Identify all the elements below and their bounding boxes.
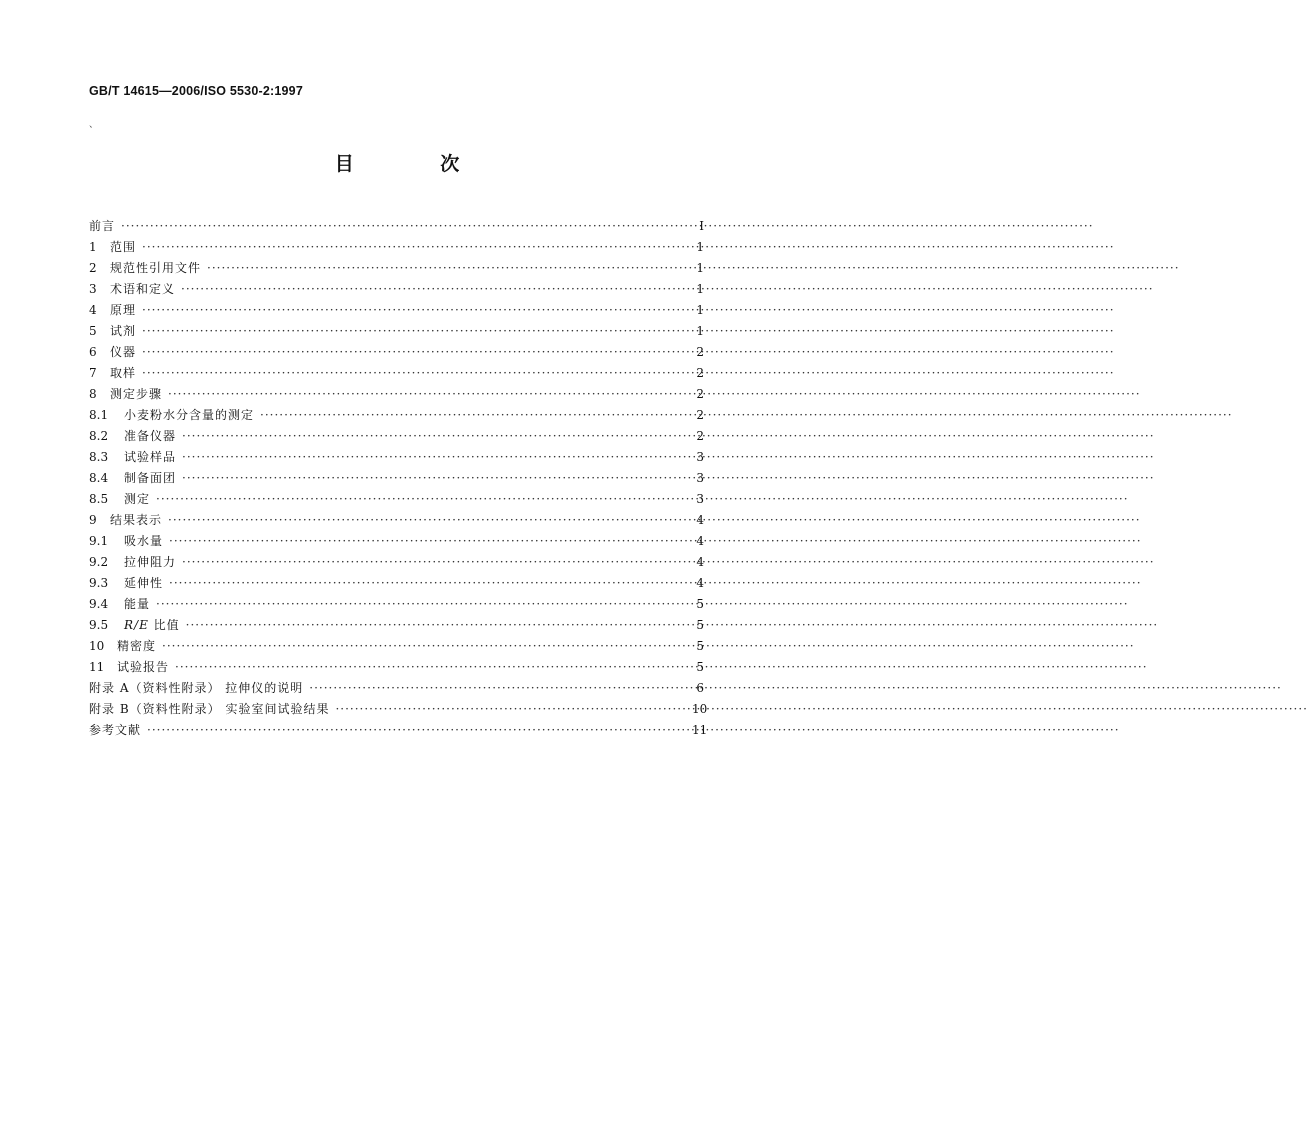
toc-entry-label: 参考文献 <box>89 723 142 737</box>
dot-leader <box>142 366 686 380</box>
toc-entry-8[interactable] <box>89 385 704 406</box>
toc-entry-number: 4 <box>89 303 97 317</box>
stray-mark: 、 <box>89 120 99 130</box>
toc-entry-number: 7 <box>89 366 97 380</box>
dot-leader <box>142 303 686 317</box>
toc-entry-label-italic: R/E <box>124 618 149 632</box>
toc-entry-label: 制备面团 <box>124 471 177 485</box>
toc-entry-8-5[interactable] <box>89 490 704 511</box>
toc-entry-number: 9.1 <box>89 534 109 548</box>
toc-entry-label: 仪器 <box>110 345 137 359</box>
toc-entry-label: 试验报告 <box>117 660 170 674</box>
toc-page-number: 3 <box>696 492 704 506</box>
dot-leader <box>335 702 686 716</box>
dot-leader <box>168 513 686 527</box>
toc-entry-11[interactable] <box>89 658 704 679</box>
toc-entry-label: 试验样品 <box>124 450 177 464</box>
toc-entry-bibliography[interactable] <box>89 721 708 742</box>
toc-page-number: 5 <box>696 597 704 611</box>
toc-entry-label: 取样 <box>110 366 137 380</box>
toc-entry-number: 6 <box>89 345 97 359</box>
toc-page-number: 4 <box>696 576 704 590</box>
toc-entry-label: 测定步骤 <box>110 387 163 401</box>
toc-entry-label: 吸水量 <box>124 534 164 548</box>
toc-entry-number: 2 <box>89 261 97 275</box>
page-title: 目 次 <box>334 153 500 175</box>
dot-leader <box>182 429 686 443</box>
toc-entry-10[interactable] <box>89 637 704 658</box>
toc-entry-9-4[interactable] <box>89 595 704 616</box>
toc-page-number: 4 <box>696 513 704 527</box>
toc-entry-label: 延伸性 <box>124 576 164 590</box>
toc-page-number: 2 <box>696 387 704 401</box>
toc-page-number: 1 <box>696 240 704 254</box>
toc-page-number: 4 <box>696 555 704 569</box>
toc-entry-number: 9.4 <box>89 597 109 611</box>
toc-entry-label: 试剂 <box>110 324 137 338</box>
toc-entry-label: 附录 B（资料性附录） 实验室间试验结果 <box>89 702 330 716</box>
standard-code: GB/T 14615—2006/ISO 5530-2:1997 <box>89 84 303 98</box>
toc-entry-5[interactable] <box>89 322 704 343</box>
toc-entry-label: 前言 <box>89 219 116 233</box>
dot-leader <box>169 534 686 548</box>
dot-leader <box>182 555 686 569</box>
toc-entry-label: 原理 <box>110 303 137 317</box>
toc-entry-2[interactable] <box>89 259 704 280</box>
dot-leader <box>142 324 686 338</box>
toc-page-number: 10 <box>692 702 708 716</box>
toc-page-number: 11 <box>692 723 708 737</box>
toc-entry-number: 8.4 <box>89 471 109 485</box>
toc-entry-number: 1 <box>89 240 97 254</box>
toc-page-number: 3 <box>696 471 704 485</box>
toc-entry-label: 能量 <box>124 597 151 611</box>
toc-entry-number: 8.1 <box>89 408 109 422</box>
dot-leader <box>156 597 686 611</box>
dot-leader <box>260 408 686 422</box>
dot-leader <box>168 387 686 401</box>
toc-entry-number: 9.2 <box>89 555 109 569</box>
toc-entry-label <box>124 616 180 633</box>
toc-entry-label: 规范性引用文件 <box>110 261 202 275</box>
toc-page-number: 1 <box>696 282 704 296</box>
dot-leader <box>175 660 686 674</box>
dot-leader <box>182 471 686 485</box>
dot-leader <box>156 492 686 506</box>
toc-entry-number: 10 <box>89 639 105 653</box>
toc-entry-8-1[interactable] <box>89 406 704 427</box>
dot-leader <box>181 282 686 296</box>
toc-page-number: 2 <box>696 408 704 422</box>
toc-page-number: 2 <box>696 366 704 380</box>
toc-entry-number: 3 <box>89 282 97 296</box>
toc-entry-label: 拉伸阻力 <box>124 555 177 569</box>
toc-page-number: 5 <box>696 660 704 674</box>
toc-entry-foreword[interactable] <box>89 217 704 238</box>
toc-entry-number: 8 <box>89 387 97 401</box>
toc-entry-9-1[interactable] <box>89 532 704 553</box>
dot-leader <box>207 261 686 275</box>
toc-entry-number: 11 <box>89 660 105 674</box>
toc-entry-label: 附录 A（资料性附录） 拉伸仪的说明 <box>89 681 304 695</box>
toc-entry-label: 测定 <box>124 492 151 506</box>
table-of-contents <box>89 217 708 742</box>
toc-entry-number: 5 <box>89 324 97 338</box>
toc-entry-number: 9.3 <box>89 576 109 590</box>
toc-entry-1[interactable] <box>89 238 704 259</box>
toc-entry-label: 术语和定义 <box>110 282 176 296</box>
toc-page-number: 4 <box>696 534 704 548</box>
dot-leader <box>142 240 686 254</box>
toc-page-number: 6 <box>696 681 704 695</box>
toc-entry-7[interactable] <box>89 364 704 385</box>
toc-entry-9-3[interactable] <box>89 574 704 595</box>
toc-entry-label-rest: 比值 <box>148 618 180 632</box>
toc-entry-8-3[interactable] <box>89 448 704 469</box>
toc-page-number: 1 <box>696 261 704 275</box>
toc-entry-9-5[interactable] <box>89 616 704 637</box>
toc-page-number: 3 <box>696 450 704 464</box>
toc-entry-4[interactable] <box>89 301 704 322</box>
toc-entry-9-2[interactable] <box>89 553 704 574</box>
dot-leader <box>182 450 686 464</box>
toc-page-number: 1 <box>696 324 704 338</box>
dot-leader <box>309 681 686 695</box>
toc-entry-label: 范围 <box>110 240 137 254</box>
toc-entry-label: 小麦粉水分含量的测定 <box>124 408 255 422</box>
dot-leader <box>169 576 686 590</box>
toc-entry-number: 9 <box>89 513 97 527</box>
dot-leader <box>147 723 686 737</box>
dot-leader <box>142 345 686 359</box>
toc-page-number: 5 <box>696 618 704 632</box>
dot-leader <box>162 639 686 653</box>
toc-entry-number: 8.2 <box>89 429 109 443</box>
toc-entry-8-2[interactable] <box>89 427 704 448</box>
toc-page-number: 1 <box>696 303 704 317</box>
toc-page-number: 2 <box>696 429 704 443</box>
toc-entry-8-4[interactable] <box>89 469 704 490</box>
toc-entry-6[interactable] <box>89 343 704 364</box>
toc-entry-9[interactable] <box>89 511 704 532</box>
toc-page-number: 5 <box>696 639 704 653</box>
toc-entry-number: 8.3 <box>89 450 109 464</box>
toc-entry-3[interactable] <box>89 280 704 301</box>
dot-leader <box>186 618 686 632</box>
toc-page-number: 2 <box>696 345 704 359</box>
toc-entry-label: 准备仪器 <box>124 429 177 443</box>
dot-leader <box>121 219 686 233</box>
toc-entry-annex-b[interactable] <box>89 700 708 721</box>
toc-entry-number: 9.5 <box>89 618 109 632</box>
toc-page-number: I <box>699 219 704 233</box>
toc-entry-label: 精密度 <box>117 639 157 653</box>
toc-entry-number: 8.5 <box>89 492 109 506</box>
toc-entry-annex-a[interactable] <box>89 679 704 700</box>
toc-entry-label: 结果表示 <box>110 513 163 527</box>
